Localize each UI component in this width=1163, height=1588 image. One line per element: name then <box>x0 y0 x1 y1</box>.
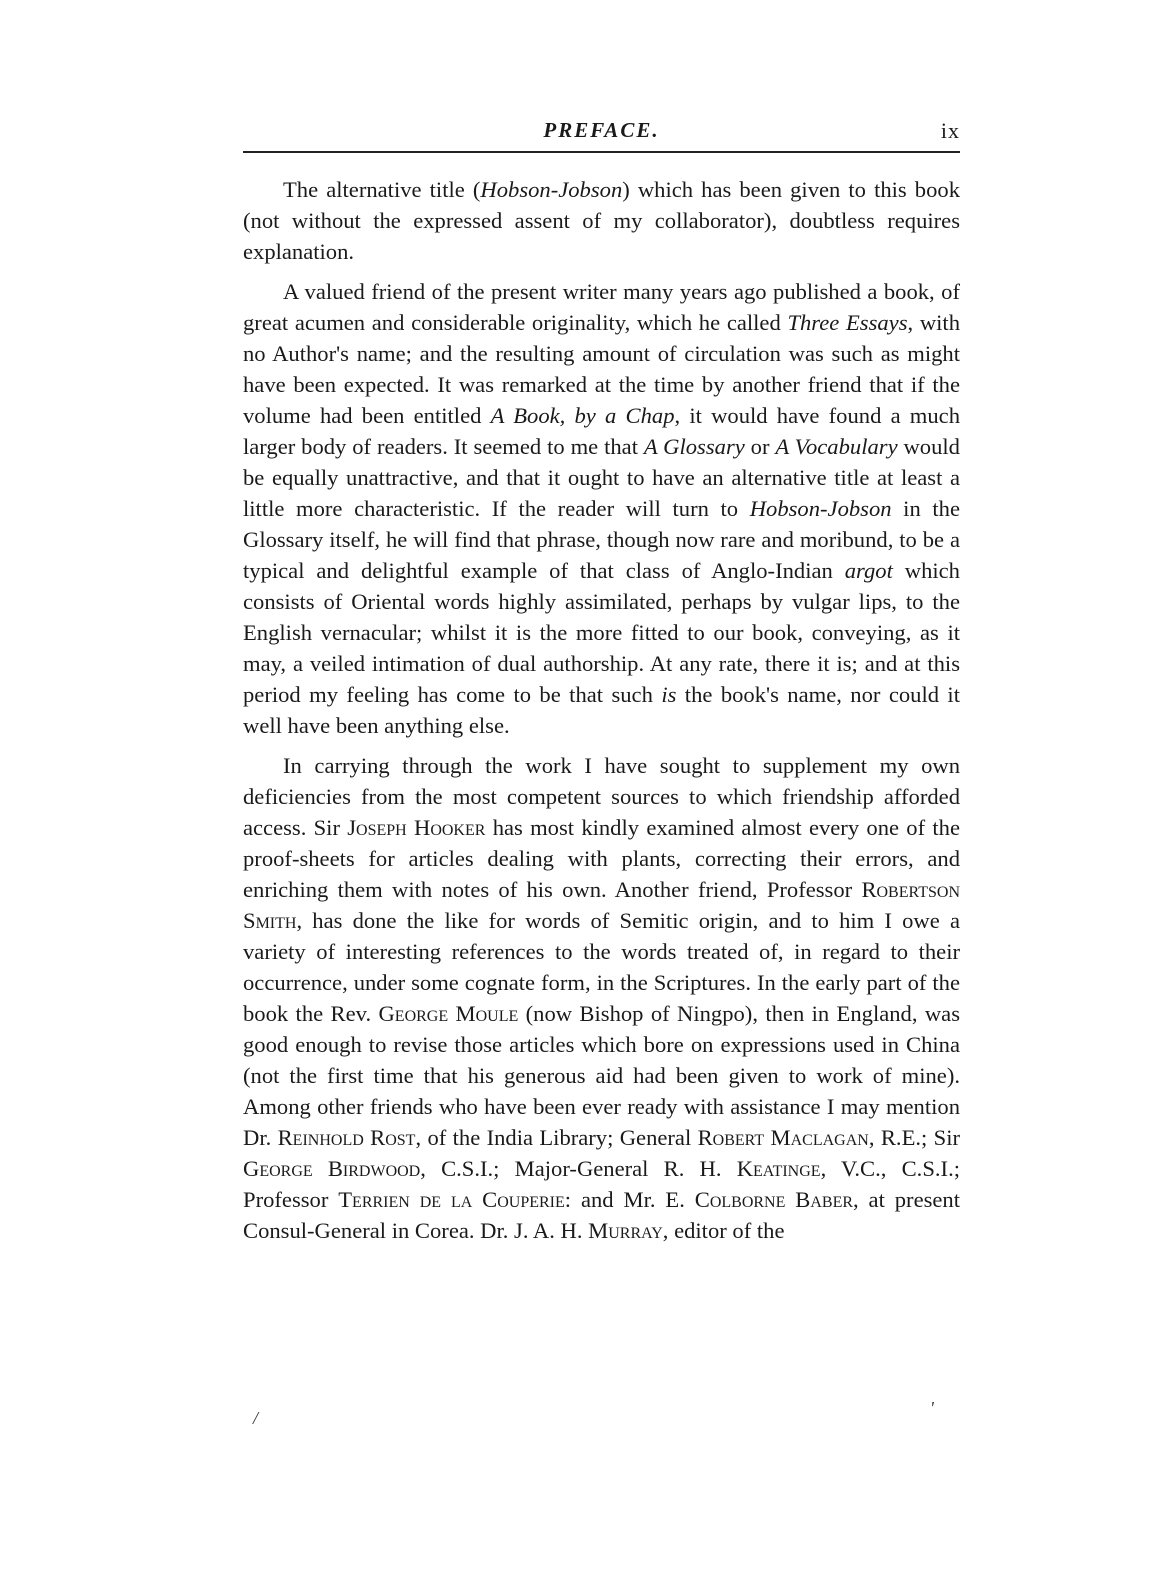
person-name: Colborne Baber <box>694 1187 854 1212</box>
text-run: , of the India Library; General <box>415 1125 698 1150</box>
text-run: the book's name, nor could it well have been anything else. <box>243 682 960 738</box>
text-run: has most kindly examined almost every one of the proof-sheets for articles dealing with plants, correcting their errors, and enriching them with notes of his own. Another friend, Professor <box>243 815 960 902</box>
person-name: Joseph Hooker <box>347 815 486 840</box>
text-run: (now Bishop of Ningpo), then in England, was good enough to revise those articles which bore on expressions used in China (not the first time that his generous aid had been given to work of mine). Among other friends who have been ever ready with assistance I may mention Dr. <box>243 1001 961 1150</box>
text-run: , it would have found a much larger body of readers. It seemed to me that <box>243 403 960 459</box>
text-run: , with no Author's name; and the resulting amount of circulation was such as might have been expected. It was remarked at the time by another friend that if the volume had been entitled <box>243 310 960 428</box>
person-name: Keatinge <box>736 1156 821 1181</box>
page-number: ix <box>940 118 960 143</box>
text-run: ) which has been given to this book (not without the expressed assent of my collaborator), doubtless requires explanation. <box>243 177 960 264</box>
italic-title: Three Essays <box>787 310 908 335</box>
paragraph-3 <box>243 750 960 1246</box>
body-text <box>243 174 960 1246</box>
text-run: or <box>744 434 776 459</box>
text-run: A valued friend of the present writer many years ago published a book, of great acumen and considerable originality, which he called <box>243 279 960 335</box>
text-run: The alternative title ( <box>283 177 481 202</box>
person-name: Murray <box>588 1218 663 1243</box>
italic-title: A Book, by a Chap <box>490 403 675 428</box>
text-run: which consists of Oriental words highly assimilated, perhaps by vulgar lips, to the English vernacular; whilst it is the more fitted to our book, conveying, as it may, a veiled intimation of dual authorship. At any rate, there it is; and at this period my feeling has come to be that such <box>243 558 960 707</box>
header-rule <box>243 151 960 153</box>
text-run: would be equally unattractive, and that it ought to have an alternative title at least a little more characteristic. If the reader will turn to <box>243 434 960 521</box>
stray-pencil-mark: / <box>253 1408 259 1428</box>
text-run: In carrying through the work I have sought to supplement my own deficiencies from the most competent sources to which friendship afforded access. Sir <box>243 753 960 840</box>
italic-title: Hobson-Jobson <box>480 177 623 202</box>
italic-title: Hobson-Jobson <box>749 496 892 521</box>
person-name: Reinhold Rost <box>277 1125 416 1150</box>
italic-title: A Glossary <box>643 434 745 459</box>
italic-word: is <box>661 682 677 707</box>
stray-pencil-mark: ' <box>930 1398 934 1418</box>
text-run: in the Glossary itself, he will find that phrase, though now rare and moribund, to be a typical and delightful example of that class of Anglo-Indian <box>243 496 960 583</box>
italic-word: argot <box>844 558 893 583</box>
text-run: , R.E.; Sir <box>868 1125 961 1150</box>
person-name: George Birdwood <box>243 1156 421 1181</box>
italic-title: A Vocabulary <box>775 434 898 459</box>
paragraph-1 <box>243 174 960 267</box>
text-run: , has done the like for words of Semitic origin, and to him I owe a variety of interesting references to the words treated of, in regard to their occurrence, under some cognate form, in the Scriptures. In the early part of the book the Rev. <box>243 908 960 1026</box>
text-run: , editor of the <box>662 1218 785 1243</box>
paragraph-2 <box>243 276 960 741</box>
page-title: PREFACE. <box>543 118 660 142</box>
person-name: Robertson Smith <box>243 877 960 933</box>
person-name: George Moule <box>378 1001 519 1026</box>
text-run: , at present Consul-General in Corea. Dr. J. A. H. <box>243 1187 961 1243</box>
text-run: , C.S.I.; Major-General R. H. <box>420 1156 737 1181</box>
text-run: , V.C., C.S.I.; Professor <box>243 1156 960 1212</box>
person-name: Terrien de la Couperie <box>338 1187 565 1212</box>
text-run: : and Mr. E. <box>564 1187 695 1212</box>
person-name: Robert Maclagan <box>697 1125 869 1150</box>
